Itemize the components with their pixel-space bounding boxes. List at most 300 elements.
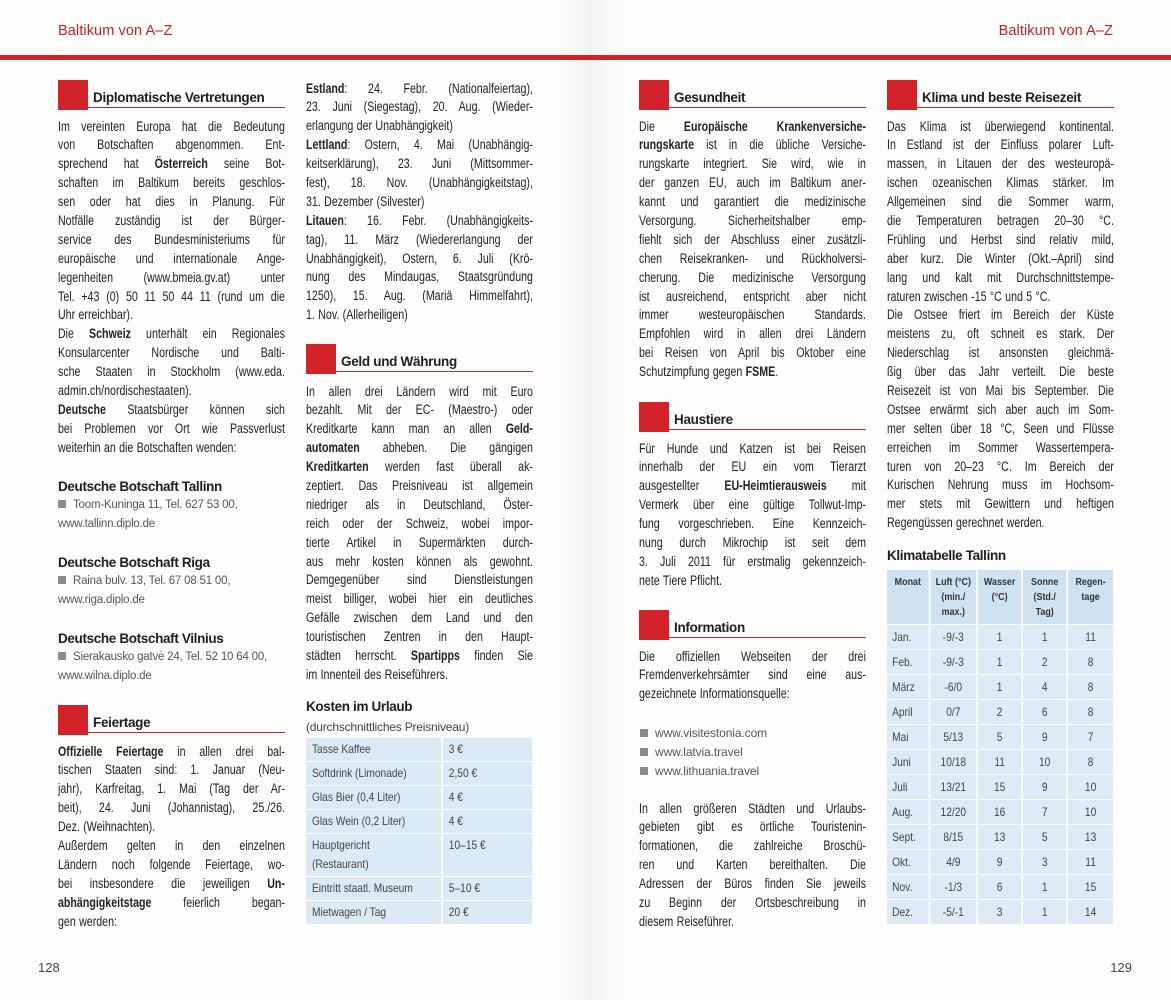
text-line: Im vereinten Europa hat die Bedeutung [58, 118, 285, 134]
cost-item [306, 810, 442, 834]
climate-value: 13/21 [930, 775, 978, 800]
climate-header-cell [887, 570, 930, 625]
climate-value: 1 [977, 625, 1022, 650]
climate-header-cell [930, 570, 978, 625]
climate-row [887, 800, 1113, 825]
text-line: Uhr erreichbar). [58, 307, 133, 323]
climate-row [887, 750, 1113, 775]
climate-month: Dez. [887, 900, 930, 925]
climate-header-row [887, 570, 1113, 625]
cost-item-line: Softdrink (Limonade) [311, 766, 407, 780]
link-text: www.latvia.travel [655, 744, 743, 759]
climate-value: 9 [1022, 725, 1067, 750]
climate-value: 1 [1022, 875, 1067, 900]
pets-text [639, 440, 866, 591]
text-line: Empfohlen wird in allen drei Ländern [639, 326, 866, 342]
text-line: Die Schweiz unterhält ein Regionales [58, 326, 285, 342]
embassy-vilnius [58, 629, 285, 686]
text-line: 23. Juni (Siegestag), 20. Aug. (Wieder- [306, 99, 533, 115]
embassy-address-text: Sierakausko gatvė 24, Tel. 52 10 64 00, [73, 650, 268, 663]
text-line: 31. Dezember (Silvester) [306, 193, 425, 209]
text-line: Außerdem gelten in den einzelnen [58, 837, 285, 853]
text-line: bezahlt. Mit der EC- (Maestro-) oder [306, 402, 533, 418]
text-line: Reisezeit ist von Mai bis September. Die [887, 382, 1114, 398]
climate-table-title: Klimatabelle Tallinn [887, 547, 1006, 563]
cost-item-line: Eintritt staatl. Museum [311, 881, 413, 895]
text-line: Demgegenüber sind Dienstleistungen [306, 572, 533, 588]
text-line: sche Staaten in Stockholm (www.eda. [58, 364, 285, 380]
climate-value: -6/0 [930, 675, 978, 700]
text-line: Deutsche Staatsbürger können sich [58, 401, 285, 417]
text-line: Adressen der Büros finden Sie jeweils [639, 876, 866, 892]
climate-header-line: (°C) [991, 591, 1008, 603]
section-heading-holidays [58, 705, 285, 735]
text-line: In allen größeren Städten und Urlaubs- [639, 800, 866, 816]
climate-value: 10/18 [930, 750, 978, 775]
page-number-left: 128 [38, 960, 60, 975]
text-line: formationen, die zahlreiche Broschü- [639, 838, 866, 854]
bold-term: Europäische Krankenversiche- [683, 118, 866, 134]
text-line: Konsularcenter Nordische und Balti- [58, 345, 285, 361]
running-header-left: Baltikum von A–Z [58, 23, 173, 39]
climate-value: -9/-3 [930, 625, 978, 650]
text-line: fung vorgeschrieben. Eine Kennzeich- [639, 516, 866, 532]
climate-value: 11 [1067, 625, 1113, 650]
link-item [640, 762, 867, 781]
text-line: chen Reisekranken- und Rückholversi- [639, 250, 866, 266]
text-line: tischen Staaten sind: 1. Januar (Neu- [58, 762, 285, 778]
cost-item [306, 762, 442, 786]
text-line: Versorgung. Sicherheitshalber emp- [639, 212, 866, 228]
text-line: erreichen im Sommer Wassertempera- [887, 439, 1114, 455]
climate-month: Sept. [887, 825, 930, 850]
climate-header-line: Luft (°C) [935, 576, 971, 588]
text-line: Allgemeinen sind die Sommer warm, [887, 194, 1114, 210]
climate-table [887, 570, 1113, 925]
text-line: Lettland: Ostern, 4. Mai (Unabhängig- [306, 137, 533, 153]
climate-row [887, 850, 1113, 875]
climate-row [887, 900, 1113, 925]
text-line: touristischen Zentren in den Haupt- [306, 629, 533, 645]
link-item [640, 743, 867, 762]
cost-row [306, 810, 532, 834]
climate-value: 13 [1067, 825, 1113, 850]
cost-item-line: Hauptgericht [311, 838, 370, 852]
climate-value: 7 [1022, 800, 1067, 825]
cost-item [306, 877, 442, 901]
cost-price: 4 € [442, 810, 532, 834]
text-line: von Botschaften abgenommen. Ent- [58, 137, 285, 153]
climate-value: -5/-1 [930, 900, 978, 925]
text-line: sprechend hat Österreich seine Bot- [58, 156, 285, 172]
embassy-tallinn [58, 477, 285, 534]
text-line: Die Europäische Krankenversiche- [639, 118, 866, 134]
cost-item [306, 738, 442, 762]
page-number-right: 129 [1110, 960, 1132, 975]
text-line: nung des Mindaugas, Staatsgründung [306, 269, 533, 285]
section-heading-money [306, 344, 533, 374]
text-line: die Temperaturen betragen 20–30 °C. [887, 212, 1114, 228]
text-line: Für Hunde und Katzen ist bei Reisen [639, 440, 866, 456]
text-line: service des Bundesministeriums für [58, 231, 285, 247]
gray-square-bullet-icon [58, 652, 66, 660]
text-line: Ostsee erwärmt sich aber auch im Som- [887, 401, 1114, 417]
text-line: bei Reisen von April bis Oktober eine [639, 345, 866, 361]
text-line: tierte Artikel in Supermärkten durch- [306, 534, 533, 550]
text-line: sen oder hat dies in Planung. Für [58, 194, 285, 210]
gray-square-bullet-icon [640, 729, 648, 737]
text-line: europäische und internationale Ange- [58, 250, 285, 266]
climate-value: 5 [1022, 825, 1067, 850]
climate-header-line: Monat [894, 576, 921, 588]
text-line: Die Ostsee friert im Bereich der Küste [887, 307, 1114, 323]
climate-row [887, 625, 1113, 650]
climate-header-line: (Std./ [1033, 591, 1056, 603]
climate-value: -9/-3 [930, 650, 978, 675]
text-line: Niederschlag ist ansonsten gleichmä- [887, 345, 1114, 361]
climate-header-line: tage [1081, 591, 1100, 603]
text-line: Fremdenverkehrsämter sind eine aus- [639, 667, 866, 683]
cost-table-body [306, 738, 532, 925]
climate-value: 11 [977, 750, 1022, 775]
section-heading-text: Diplomatische Vertretungen [88, 90, 285, 108]
text-line: 1. Nov. (Allerheiligen) [306, 307, 408, 323]
climate-header-line: Sonne [1031, 576, 1059, 588]
text-line: ren und Karten bereithalten. Die [639, 857, 866, 873]
climate-month: Okt. [887, 850, 930, 875]
page-gutter-shadow [560, 0, 620, 1000]
section-heading-diplomatic [58, 80, 285, 110]
climate-value: 6 [977, 875, 1022, 900]
climate-row [887, 725, 1113, 750]
climate-header-line: (min./ [941, 591, 966, 603]
text-line: mer stets mit Gewittern und heftigen [887, 496, 1114, 512]
climate-value: 16 [977, 800, 1022, 825]
gray-square-bullet-icon [58, 576, 66, 584]
section-heading-pets [639, 402, 866, 432]
section-heading-text: Geld und Währung [336, 354, 533, 372]
climate-value: 1 [977, 675, 1022, 700]
embassy-name: Deutsche Botschaft Tallinn [58, 478, 222, 494]
cost-row [306, 901, 532, 925]
cost-row [306, 762, 532, 786]
text-line: der ganzen EU, auch im Baltikum aner- [639, 175, 866, 191]
text-line: meistens zu, oft schneit es stark. Der [887, 326, 1114, 342]
bold-term: automaten [306, 440, 360, 456]
text-line: turen von 20–23 °C. Im Bereich der [887, 458, 1114, 474]
climate-value: 0/7 [930, 700, 978, 725]
climate-month: Juni [887, 750, 930, 775]
text-line: cherung. Die medizinische Versorgung [639, 269, 866, 285]
text-line: rungskarte ist in die übliche Versiche- [639, 137, 866, 153]
text-line: Offizielle Feiertage in allen drei bal- [58, 743, 285, 759]
climate-value: 7 [1067, 725, 1113, 750]
climate-value: 3 [1022, 850, 1067, 875]
text-line: Die offiziellen Webseiten der drei [639, 648, 866, 664]
text-line: Notfälle zuständig ist der Bürger- [58, 212, 285, 228]
cost-row [306, 738, 532, 762]
text-line: Kreditkarten werden fast überall ak- [306, 459, 533, 475]
cost-row [306, 786, 532, 810]
text-line: niedriger als in Deutschland, Öster- [306, 496, 533, 512]
health-text [639, 118, 866, 382]
text-line: meist billiger, wobei hier ein deutliches [306, 591, 533, 607]
text-line: raturen zwischen -15 °C und 5 °C. [887, 288, 1051, 304]
bold-term: Un- [267, 875, 285, 891]
climate-row [887, 700, 1113, 725]
embassy-address [58, 496, 285, 515]
text-line: reich oder der Schweiz, wobei impor- [306, 515, 533, 531]
text-line: Kreditkarte kann man an allen Geld- [306, 421, 533, 437]
text-line: Gefälle zwischen dem Land und den [306, 610, 533, 626]
costs-subtitle: (durchschnittliches Preisniveau) [306, 719, 470, 734]
cost-price: 3 € [442, 738, 532, 762]
climate-value: 1 [1022, 900, 1067, 925]
red-square-icon [639, 610, 669, 640]
running-header-right: Baltikum von A–Z [998, 23, 1113, 39]
section-heading-text: Haustiere [669, 412, 866, 430]
text-line: Unabhängigkeit), Ostern, 6. Juli (Krö- [306, 250, 533, 266]
text-line: zeptiert. Das Preisniveau ist allgemein [306, 477, 533, 493]
cost-row [306, 877, 532, 901]
cost-item-line: Glas Bier (0,4 Liter) [311, 790, 401, 804]
cost-item-line: (Restaurant) [311, 857, 369, 871]
bold-term: abhängigkeitstage [58, 894, 152, 910]
text-line: ßig über das Jahr verteilt. Die beste [887, 364, 1114, 380]
climate-value: 12/20 [930, 800, 978, 825]
gray-square-bullet-icon [58, 500, 66, 508]
climate-header-cell [1022, 570, 1067, 625]
climate-header-line: Wasser [983, 576, 1016, 588]
embassy-address [58, 648, 285, 667]
bold-term: Offizielle Feiertage [58, 743, 164, 759]
bold-term: FSME [745, 364, 776, 380]
bold-term: Kreditkarten [306, 459, 369, 475]
cost-item-line: Tasse Kaffee [311, 742, 371, 756]
climate-month: Jan. [887, 625, 930, 650]
bold-term: Geld- [505, 421, 533, 437]
climate-text [887, 118, 1114, 534]
section-heading-text: Information [669, 620, 866, 638]
text-line: bei Problemen vor Ort wie Passverlust [58, 420, 285, 436]
header-rule [0, 55, 1171, 60]
climate-value: 15 [1067, 875, 1113, 900]
text-line: massen, in Litauen der des westeuropä- [887, 156, 1114, 172]
text-line: rungskarte integriert. Sie wird, wie in [639, 156, 866, 172]
bold-term: Estland [306, 80, 345, 96]
section-heading-text: Gesundheit [669, 90, 866, 108]
text-line: In allen drei Ländern wird mit Euro [306, 383, 533, 399]
bold-term: Schweiz [89, 326, 131, 342]
cost-price: 4 € [442, 786, 532, 810]
text-line: abhängigkeitstage feierlich began- [58, 894, 285, 910]
costs-title: Kosten im Urlaub [306, 698, 413, 714]
text-line: erlangung der Unabhängigkeit) [306, 118, 453, 134]
cost-table [306, 738, 532, 925]
climate-header-line: Tag) [1035, 606, 1054, 618]
climate-row [887, 775, 1113, 800]
text-line: fiehlt sich der Abschluss einer zusätzli- [639, 231, 866, 247]
cost-price: 2,50 € [442, 762, 532, 786]
cost-price: 10–15 € [442, 834, 532, 877]
red-square-icon [58, 705, 88, 735]
climate-row [887, 825, 1113, 850]
climate-month: März [887, 675, 930, 700]
red-square-icon [887, 80, 917, 110]
text-line: im Innenteil des Reiseführers. [306, 666, 448, 682]
climate-table-wrapper [887, 570, 1113, 925]
information-outro-text [639, 800, 866, 932]
bold-term: Deutsche [58, 401, 106, 417]
text-line: gen werden: [58, 913, 117, 929]
embassy-address-text: Toom-Kuninga 11, Tel. 627 53 00, [73, 498, 238, 511]
bold-term: rungskarte [639, 137, 694, 153]
section-heading-information [639, 610, 866, 640]
climate-month: Feb. [887, 650, 930, 675]
climate-table-head [887, 570, 1113, 625]
red-square-icon [58, 80, 88, 110]
bold-term: Spartipps [410, 647, 460, 663]
text-line: jahr), Karfreitag, 1. Mai (Tag der Ar- [58, 781, 285, 797]
holidays-text-continued [306, 80, 533, 326]
text-line: nung durch Mikrochip ist seit dem [639, 534, 866, 550]
climate-value: 8 [1067, 700, 1113, 725]
climate-value: 9 [1022, 775, 1067, 800]
climate-value: 5 [977, 725, 1022, 750]
text-line: Estland: 24. Febr. (Nationalfeiertag), [306, 80, 533, 96]
text-line: Das Klima ist überwiegend kontinental. [887, 118, 1114, 134]
text-line: Tel. +43 (0) 50 11 50 44 11 (rund um die [58, 288, 285, 304]
holidays-text [58, 743, 285, 932]
money-text [306, 383, 533, 685]
cost-item [306, 786, 442, 810]
climate-value: 4 [1022, 675, 1067, 700]
climate-value: 2 [1022, 650, 1067, 675]
bold-term: Österreich [154, 156, 208, 172]
gray-square-bullet-icon [640, 767, 648, 775]
text-line: 3. Juli 2011 für erstmalig gekennzeich- [639, 553, 866, 569]
bold-term: Litauen [306, 212, 344, 228]
text-line: mer selten über 18 °C, Seen und Flüsse [887, 420, 1114, 436]
climate-header-cell [1067, 570, 1113, 625]
climate-value: 14 [1067, 900, 1113, 925]
text-line: innerhalb der EU ein vom Tierarzt [639, 459, 866, 475]
embassy-url: www.riga.diplo.de [58, 593, 145, 606]
climate-value: 6 [1022, 700, 1067, 725]
embassy-url: www.tallinn.diplo.de [58, 517, 156, 530]
text-line: legenheiten (www.bmeia.gv.at) unter [58, 269, 285, 285]
text-line: fest), 18. Nov. (Unabhängigkeitstag), [306, 174, 533, 190]
climate-table-body [887, 625, 1113, 925]
text-line: lang und kalt mit Durchschnittstempe- [887, 269, 1114, 285]
text-line: Schutzimpfung gegen FSME. [639, 364, 779, 380]
embassy-address [58, 572, 285, 591]
climate-header-line: Regen- [1075, 576, 1106, 588]
cost-item-line: Glas Wein (0,2 Liter) [311, 814, 406, 828]
climate-value: 10 [1067, 775, 1113, 800]
bold-term: Lettland [306, 137, 348, 153]
information-intro-text [639, 648, 866, 705]
climate-row [887, 875, 1113, 900]
climate-value: 8 [1067, 750, 1113, 775]
text-line: 1250), 15. Aug. (Mariä Himmelfahrt), [306, 288, 533, 304]
text-line: zu Beginn der Ortsbeschreibung in [639, 894, 866, 910]
text-line: schaften im Baltikum bereits geschlos- [58, 175, 285, 191]
text-line: ischen ozeanischen Klimas stärker. Im [887, 175, 1114, 191]
text-line: beit), 24. Juni (Johannistag), 25./26. [58, 800, 285, 816]
text-line: gezeichnete Informationsquelle: [639, 686, 790, 702]
cost-row [306, 834, 532, 877]
text-line: automaten abheben. Die gängigen [306, 440, 533, 456]
text-line: Frühling und Herbst sind relativ mild, [887, 231, 1114, 247]
information-links [640, 724, 867, 781]
section-heading-health [639, 80, 866, 110]
climate-row [887, 675, 1113, 700]
climate-value: 8/15 [930, 825, 978, 850]
section-heading-text: Feiertage [88, 715, 285, 733]
text-line: Vermerk über eine gültige Tollwut-Imp- [639, 497, 866, 513]
text-line: kannt und garantiert die medizinische [639, 194, 866, 210]
climate-value: 15 [977, 775, 1022, 800]
climate-header-line: max.) [941, 606, 965, 618]
link-text: www.lithuania.travel [655, 763, 760, 778]
climate-month: April [887, 700, 930, 725]
text-line: aber kurz. Die Winter (Okt.–April) sind [887, 250, 1114, 266]
climate-row [887, 650, 1113, 675]
climate-month: Nov. [887, 875, 930, 900]
text-line: ausgestellter EU-Heimtierausweis mit [639, 478, 866, 494]
link-item [640, 724, 867, 743]
climate-month: Juli [887, 775, 930, 800]
red-square-icon [639, 402, 669, 432]
cost-price: 20 € [442, 901, 532, 925]
text-line: keitserklärung), 23. Juni (Mittsommer- [306, 156, 533, 172]
bold-term: EU-Heimtierausweis [724, 478, 827, 494]
climate-value: 1 [1022, 625, 1067, 650]
climate-value: -1/3 [930, 875, 978, 900]
text-line: ist ausreichend, entspricht aber nicht [639, 288, 866, 304]
climate-header-cell [977, 570, 1022, 625]
link-text: www.visitestonia.com [655, 725, 768, 740]
climate-value: 8 [1067, 650, 1113, 675]
climate-value: 10 [1022, 750, 1067, 775]
text-line: admin.ch/nordischestaaten). [58, 382, 192, 398]
text-line: Dez. (Weihnachten). [58, 819, 156, 835]
climate-value: 8 [1067, 675, 1113, 700]
climate-value: 13 [977, 825, 1022, 850]
climate-value: 5/13 [930, 725, 978, 750]
gray-square-bullet-icon [640, 748, 648, 756]
climate-value: 10 [1067, 800, 1113, 825]
cost-item [306, 834, 442, 877]
cost-item-line: Mietwagen / Tag [311, 905, 387, 919]
text-line: In Estland ist der Einfluss polarer Luft- [887, 137, 1114, 153]
diplomatic-text [58, 118, 285, 458]
climate-month: Mai [887, 725, 930, 750]
climate-value: 11 [1067, 850, 1113, 875]
text-line: Litauen: 16. Febr. (Unabhängigkeits- [306, 212, 533, 228]
text-line: weiterhin an die Botschaften wenden: [58, 439, 237, 455]
text-line: aus mehr kosten können als gewohnt. [306, 553, 533, 569]
section-heading-climate [887, 80, 1114, 110]
climate-value: 9 [977, 850, 1022, 875]
text-line: nete Tiere Pflicht. [639, 572, 722, 588]
cost-table-wrapper [306, 738, 532, 925]
embassy-address-text: Raina bulv. 13, Tel. 67 08 51 00, [73, 574, 231, 587]
red-square-icon [639, 80, 669, 110]
text-line: immer westeuropäischen Standards. [639, 307, 866, 323]
text-line: diesem Reiseführer. [639, 913, 735, 929]
